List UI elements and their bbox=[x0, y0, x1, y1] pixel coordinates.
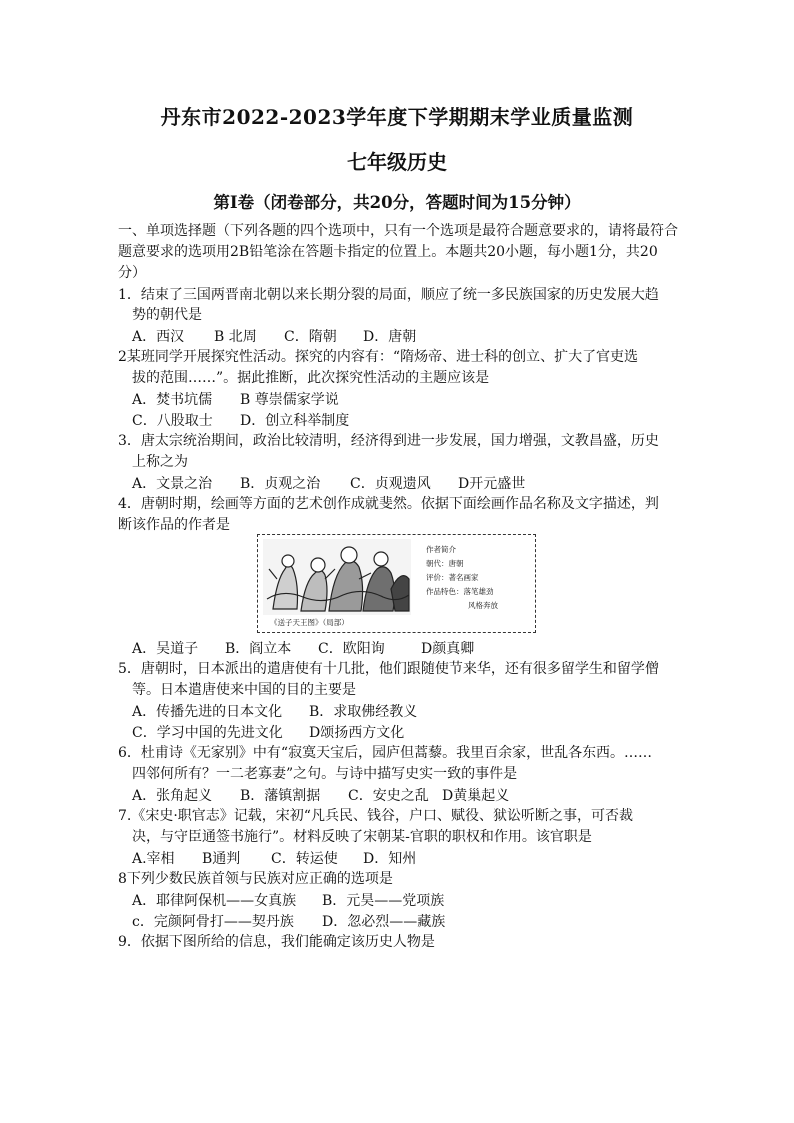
question-5-options bbox=[132, 722, 404, 742]
option-b[interactable]: B．元昊——党项族 bbox=[322, 893, 445, 909]
option-b[interactable]: B．阎立本 bbox=[225, 641, 292, 657]
option-c[interactable]: C．隋朝 bbox=[284, 329, 337, 345]
option-a[interactable]: A．张角起义 bbox=[132, 788, 213, 804]
option-c[interactable]: C．安史之乱 bbox=[348, 788, 429, 804]
question-5-text: 等。日本遣唐使来中国的目的主要是 bbox=[132, 682, 356, 698]
question-3-text: 3．唐太宗统治期间，政治比较清明，经济得到进一步发展，国力增强，文教昌盛，历史 bbox=[118, 433, 659, 449]
question-4-options bbox=[132, 638, 474, 658]
option-c[interactable]: C．贞观遗风 bbox=[350, 476, 431, 492]
author-info-style: 风格奔放 bbox=[468, 601, 498, 610]
question-4-text: 断该作品的作者是 bbox=[118, 517, 230, 533]
question-5-options bbox=[132, 701, 417, 721]
question-6-options bbox=[132, 785, 509, 805]
question-8-text: 8下列少数民族首领与民族对应正确的选项是 bbox=[118, 871, 393, 887]
question-1-text: 势的朝代是 bbox=[132, 307, 202, 323]
question-9-text: 9．依据下图所给的信息，我们能确定该历史人物是 bbox=[118, 934, 435, 950]
question-7-text: 决，与守臣通签书施行”。材料反映了宋朝某-官职的职权和作用。该官职是 bbox=[132, 829, 592, 845]
option-a[interactable]: A．西汉 bbox=[132, 329, 185, 345]
option-b[interactable]: B通判 bbox=[202, 851, 241, 867]
option-d[interactable]: D．创立科举制度 bbox=[240, 413, 350, 429]
option-a[interactable]: A.宰相 bbox=[132, 851, 175, 867]
question-1-options bbox=[132, 326, 416, 346]
instruction-line: 题意要求的选项用2B铅笔涂在答题卡指定的位置上。本题共20小题，每小题1分，共20 bbox=[118, 244, 658, 260]
painting-caption: 《送子天王图》（局部） bbox=[270, 618, 349, 627]
section-heading: 第Ⅰ卷（闭卷部分，共20分，答题时间为15分钟） bbox=[213, 193, 581, 212]
option-c[interactable]: C．八股取士 bbox=[132, 413, 213, 429]
option-c[interactable]: c．完颜阿骨打——契丹族 bbox=[132, 914, 294, 930]
option-d[interactable]: D．忽必烈——藏族 bbox=[322, 914, 446, 930]
question-2-options bbox=[132, 389, 339, 409]
option-d[interactable]: D．知州 bbox=[363, 851, 417, 867]
option-d[interactable]: D颜真卿 bbox=[421, 641, 475, 657]
option-c[interactable]: C．转运使 bbox=[271, 851, 338, 867]
question-2-options bbox=[132, 410, 349, 430]
question-5-text: 5．唐朝时，日本派出的遣唐使有十几批，他们跟随使节来华，还有很多留学生和留学僧 bbox=[118, 661, 659, 677]
question-6-text: 6．杜甫诗《无家别》中有“寂寞天宝后，园庐但蒿藜。我里百余家，世乱各东西。…… bbox=[118, 745, 653, 761]
option-b[interactable]: B．贞观之治 bbox=[240, 476, 321, 492]
question-6-text: 四邻何所有？一二老寡妻”之句。与诗中描写史实一致的事件是 bbox=[132, 766, 518, 782]
exam-subtitle: 七年级历史 bbox=[347, 150, 447, 174]
option-b[interactable]: B 北周 bbox=[214, 329, 257, 345]
painting-image bbox=[263, 539, 411, 615]
instruction-line: 一、单项选择题（下列各题的四个选项中，只有一个选项是最符合题意要求的，请将最符合 bbox=[118, 223, 678, 239]
option-d[interactable]: D颂扬西方文化 bbox=[309, 725, 405, 741]
question-2-text: 拔的范围……”。据此推断，此次探究性活动的主题应该是 bbox=[132, 370, 490, 386]
instruction-line: 分） bbox=[118, 265, 146, 281]
option-c[interactable]: C．欧阳询 bbox=[318, 641, 385, 657]
option-b[interactable]: B 尊崇儒家学说 bbox=[240, 392, 339, 408]
question-3-options bbox=[132, 473, 525, 493]
option-d[interactable]: D开元盛世 bbox=[458, 476, 526, 492]
author-info bbox=[426, 543, 498, 613]
option-a[interactable]: A．焚书坑儒 bbox=[132, 392, 213, 408]
painting-figure bbox=[257, 534, 536, 633]
option-d[interactable]: D黄巢起义 bbox=[442, 788, 510, 804]
option-c[interactable]: C．学习中国的先进文化 bbox=[132, 725, 283, 741]
author-info-heading: 作者简介 bbox=[426, 545, 456, 554]
question-1-text: 1．结束了三国两晋南北朝以来长期分裂的局面，顺应了统一多民族国家的历史发展大趋 bbox=[118, 287, 659, 303]
question-3-text: 上称之为 bbox=[132, 454, 188, 470]
question-8-options bbox=[132, 890, 444, 910]
option-a[interactable]: A．传播先进的日本文化 bbox=[132, 704, 283, 720]
question-7-options bbox=[132, 848, 416, 868]
author-info-features: 作品特色：落笔雄劲 bbox=[426, 587, 494, 596]
option-b[interactable]: B．藩镇割据 bbox=[240, 788, 321, 804]
question-7-text: 7.《宋史·职官志》记载，宋初“凡兵民、钱谷，户口、赋役、狱讼听断之事，可否裁 bbox=[118, 808, 633, 824]
option-a[interactable]: A．文景之治 bbox=[132, 476, 213, 492]
question-8-options bbox=[132, 911, 445, 931]
question-4-text: 4．唐朝时期，绘画等方面的艺术创作成就斐然。依据下面绘画作品名称及文字描述，判 bbox=[118, 496, 659, 512]
question-2-text: 2某班同学开展探究性活动。探究的内容有：“隋炀帝、进士科的创立、扩大了官吏选 bbox=[118, 349, 639, 365]
option-a[interactable]: A．吴道子 bbox=[132, 641, 199, 657]
author-info-dynasty: 朝代：唐朝 bbox=[426, 559, 464, 568]
author-info-evaluation: 评价：著名画家 bbox=[426, 573, 479, 582]
option-a[interactable]: A．耶律阿保机——女真族 bbox=[132, 893, 297, 909]
option-d[interactable]: D．唐朝 bbox=[363, 329, 417, 345]
exam-title: 丹东市2022-2023学年度下学期期末学业质量监测 bbox=[160, 105, 634, 129]
option-b[interactable]: B．求取佛经教义 bbox=[309, 704, 418, 720]
